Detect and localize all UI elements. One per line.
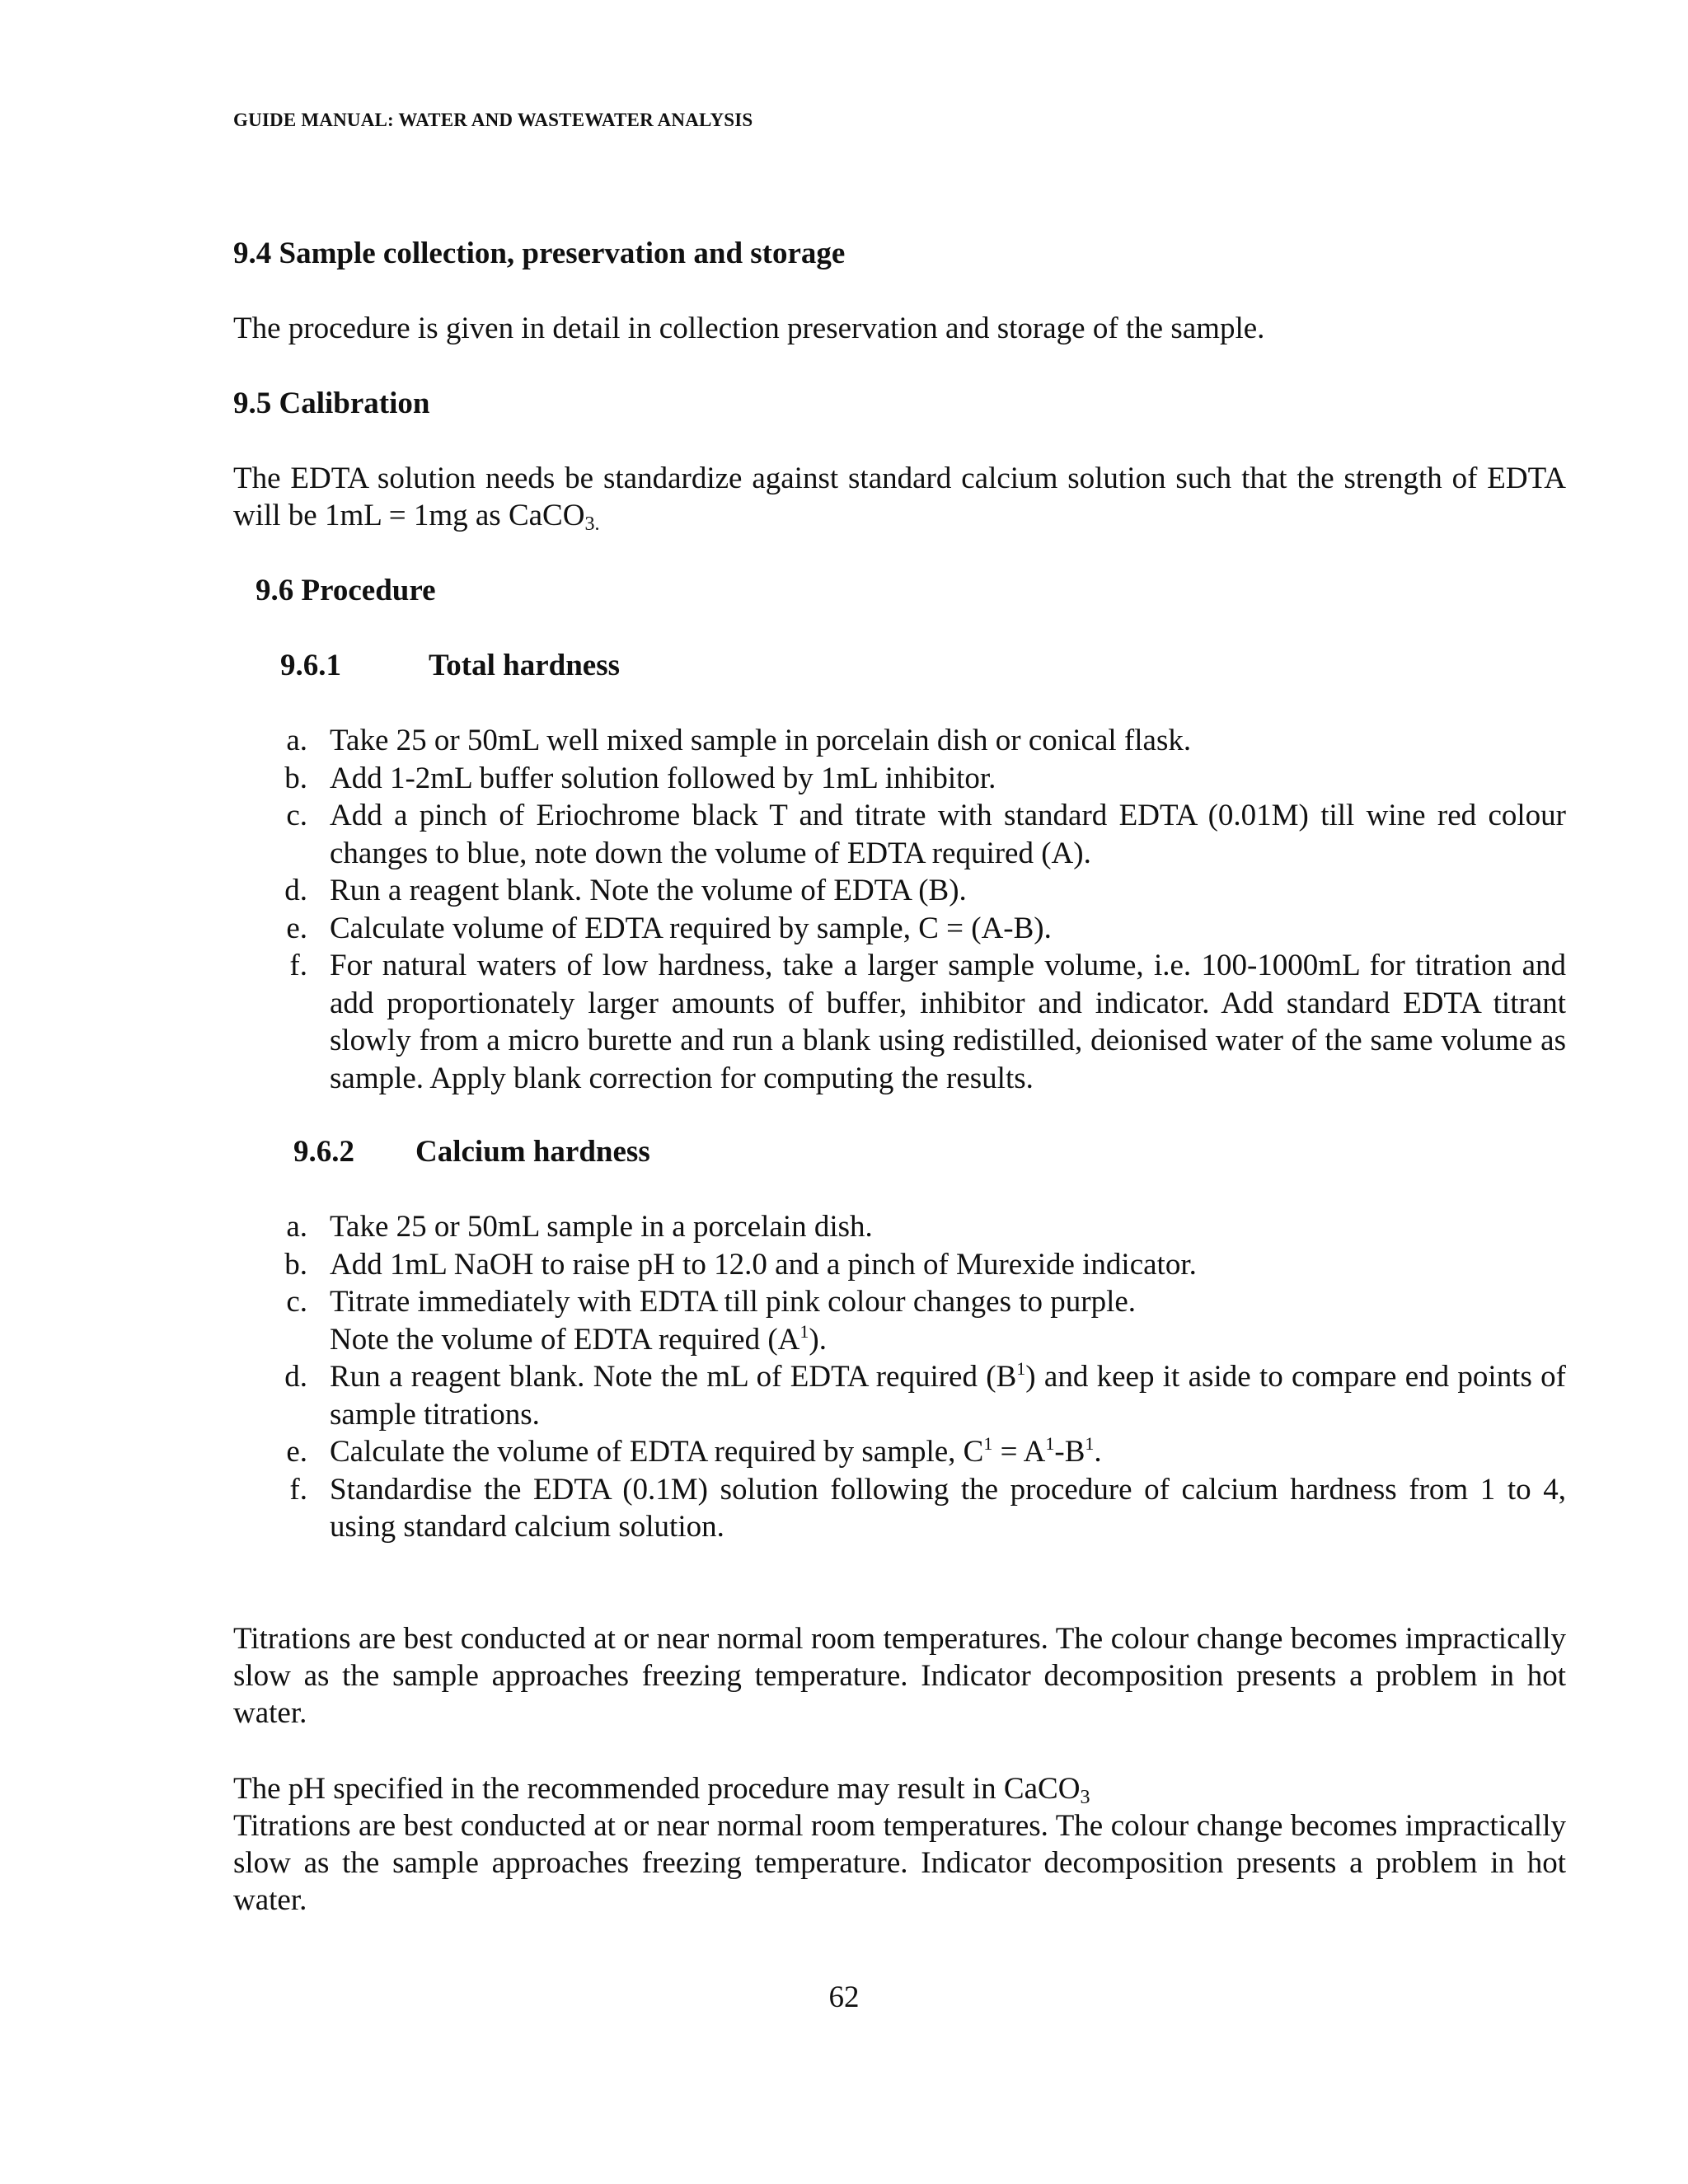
subsection-title: Calcium hardness	[415, 1135, 650, 1169]
list-item	[274, 910, 1566, 948]
list-item-text: .	[1094, 1435, 1102, 1469]
superscript: 1	[983, 1433, 993, 1454]
list-marker: b.	[284, 761, 307, 795]
titrations-paragraph-1: Titrations are best conducted at or near normal room temperatures. The colour change becomes impractically slow as the sample approaches freezing temperature. Indicator decomposition presents a problem in hot water.	[233, 1622, 1566, 1730]
list-item	[274, 947, 1566, 1097]
list-item-text: For natural waters of low hardness, take a larger sample volume, i.e. 100-1000mL for titration and add proportionately larger amounts of buffer, inhibitor and indicator. Add standard EDTA titrant slowly from a micro burette and run a blank using redistilled, deionised water of the same volume as sample. Apply blank correction for computing the results.	[330, 949, 1566, 1095]
page-number: 62	[828, 1980, 860, 2014]
list-item-text: ) and keep it aside to compare end points of sample titrations.	[330, 1360, 1566, 1432]
list-marker: a.	[286, 724, 307, 757]
list-marker: d.	[284, 874, 307, 907]
list-item-text: Run a reagent blank. Note the volume of EDTA (B).	[330, 874, 967, 907]
list-item-text: Take 25 or 50mL sample in a porcelain dish.	[330, 1210, 873, 1244]
list-marker: f.	[289, 1472, 307, 1507]
subscript-3: 3.	[584, 513, 600, 535]
list-item-text: -B	[1054, 1435, 1085, 1469]
list-item	[274, 760, 1566, 798]
list-item-text: Add a pinch of Eriochrome black T and titrate with standard EDTA (0.01M) till wine red colour changes to blue, note down the volume of EDTA required (A).	[330, 799, 1566, 870]
list-item	[274, 1433, 1566, 1471]
list-item-text: Titrate immediately with EDTA till pink colour changes to purple.	[330, 1285, 1137, 1319]
ph-text: The pH specified in the recommended procedure may result in CaCO	[233, 1772, 1081, 1806]
list-item-text: Calculate volume of EDTA required by sample, C = (A-B).	[330, 911, 1052, 945]
subscript-3: 3	[1080, 1787, 1090, 1808]
ph-paragraph	[233, 1770, 1566, 1919]
total-hardness-steps	[274, 722, 1566, 1097]
list-item	[274, 1208, 1566, 1246]
section-9-5-text	[233, 460, 1566, 534]
list-item-text: Take 25 or 50mL well mixed sample in porcelain dish or conical flask.	[330, 724, 1192, 757]
list-item	[274, 1471, 1566, 1546]
section-heading-9-6: 9.6 Procedure	[256, 574, 436, 607]
list-item	[274, 1283, 1566, 1358]
superscript: 1	[1045, 1433, 1055, 1454]
list-marker: a.	[286, 1210, 307, 1244]
section-heading-9-5: 9.5 Calibration	[233, 387, 430, 420]
list-marker: b.	[284, 1247, 307, 1282]
list-item	[274, 872, 1566, 910]
subsection-title: Total hardness	[429, 649, 621, 682]
list-item-text: Add 1-2mL buffer solution followed by 1mL inhibitor.	[330, 761, 996, 795]
titrations-paragraph-2: Titrations are best conducted at or near normal room temperatures. The colour change becomes impractically slow as the sample approaches freezing temperature. Indicator decomposition presents a problem in hot water.	[233, 1809, 1566, 1917]
calcium-hardness-steps	[274, 1208, 1566, 1546]
list-item-text: Note the volume of EDTA required (A	[330, 1322, 800, 1357]
list-item	[274, 722, 1566, 760]
running-header: GUIDE MANUAL: WATER AND WASTEWATER ANALYSIS	[233, 110, 753, 130]
subsection-heading-9-6-2	[293, 1133, 650, 1170]
subsection-number: 9.6.1	[280, 649, 341, 682]
list-item-text: Run a reagent blank. Note the mL of EDTA required (B	[330, 1360, 1017, 1394]
calibration-text: The EDTA solution needs be standardize against standard calcium solution such that the strength of EDTA will be 1mL = 1mg as CaCO	[233, 462, 1566, 532]
superscript: 1	[1016, 1358, 1026, 1379]
list-item-text: Add 1mL NaOH to raise pH to 12.0 and a pinch of Murexide indicator.	[330, 1247, 1197, 1282]
list-item	[274, 1246, 1566, 1284]
section-9-4-text: The procedure is given in detail in collection preservation and storage of the sample.	[233, 312, 1265, 345]
list-marker: f.	[289, 949, 307, 982]
subsection-number: 9.6.2	[293, 1135, 354, 1169]
section-heading-9-4: 9.4 Sample collection, preservation and storage	[233, 237, 846, 270]
list-item-text: = A	[992, 1435, 1046, 1469]
list-marker: d.	[284, 1360, 307, 1394]
superscript: 1	[799, 1320, 809, 1342]
list-marker: e.	[286, 911, 307, 945]
superscript: 1	[1085, 1433, 1095, 1454]
list-item	[274, 797, 1566, 872]
list-marker: c.	[286, 1285, 307, 1319]
list-item-text: ).	[809, 1322, 827, 1357]
list-item-text: Calculate the volume of EDTA required by sample, C	[330, 1435, 984, 1469]
list-marker: e.	[286, 1435, 307, 1469]
list-marker: c.	[286, 799, 307, 832]
subsection-heading-9-6-1	[280, 647, 620, 684]
list-item-text: Standardise the EDTA (0.1M) solution following the procedure of calcium hardness from 1 to 4, using standard calcium solution.	[330, 1472, 1566, 1544]
list-item	[274, 1358, 1566, 1433]
